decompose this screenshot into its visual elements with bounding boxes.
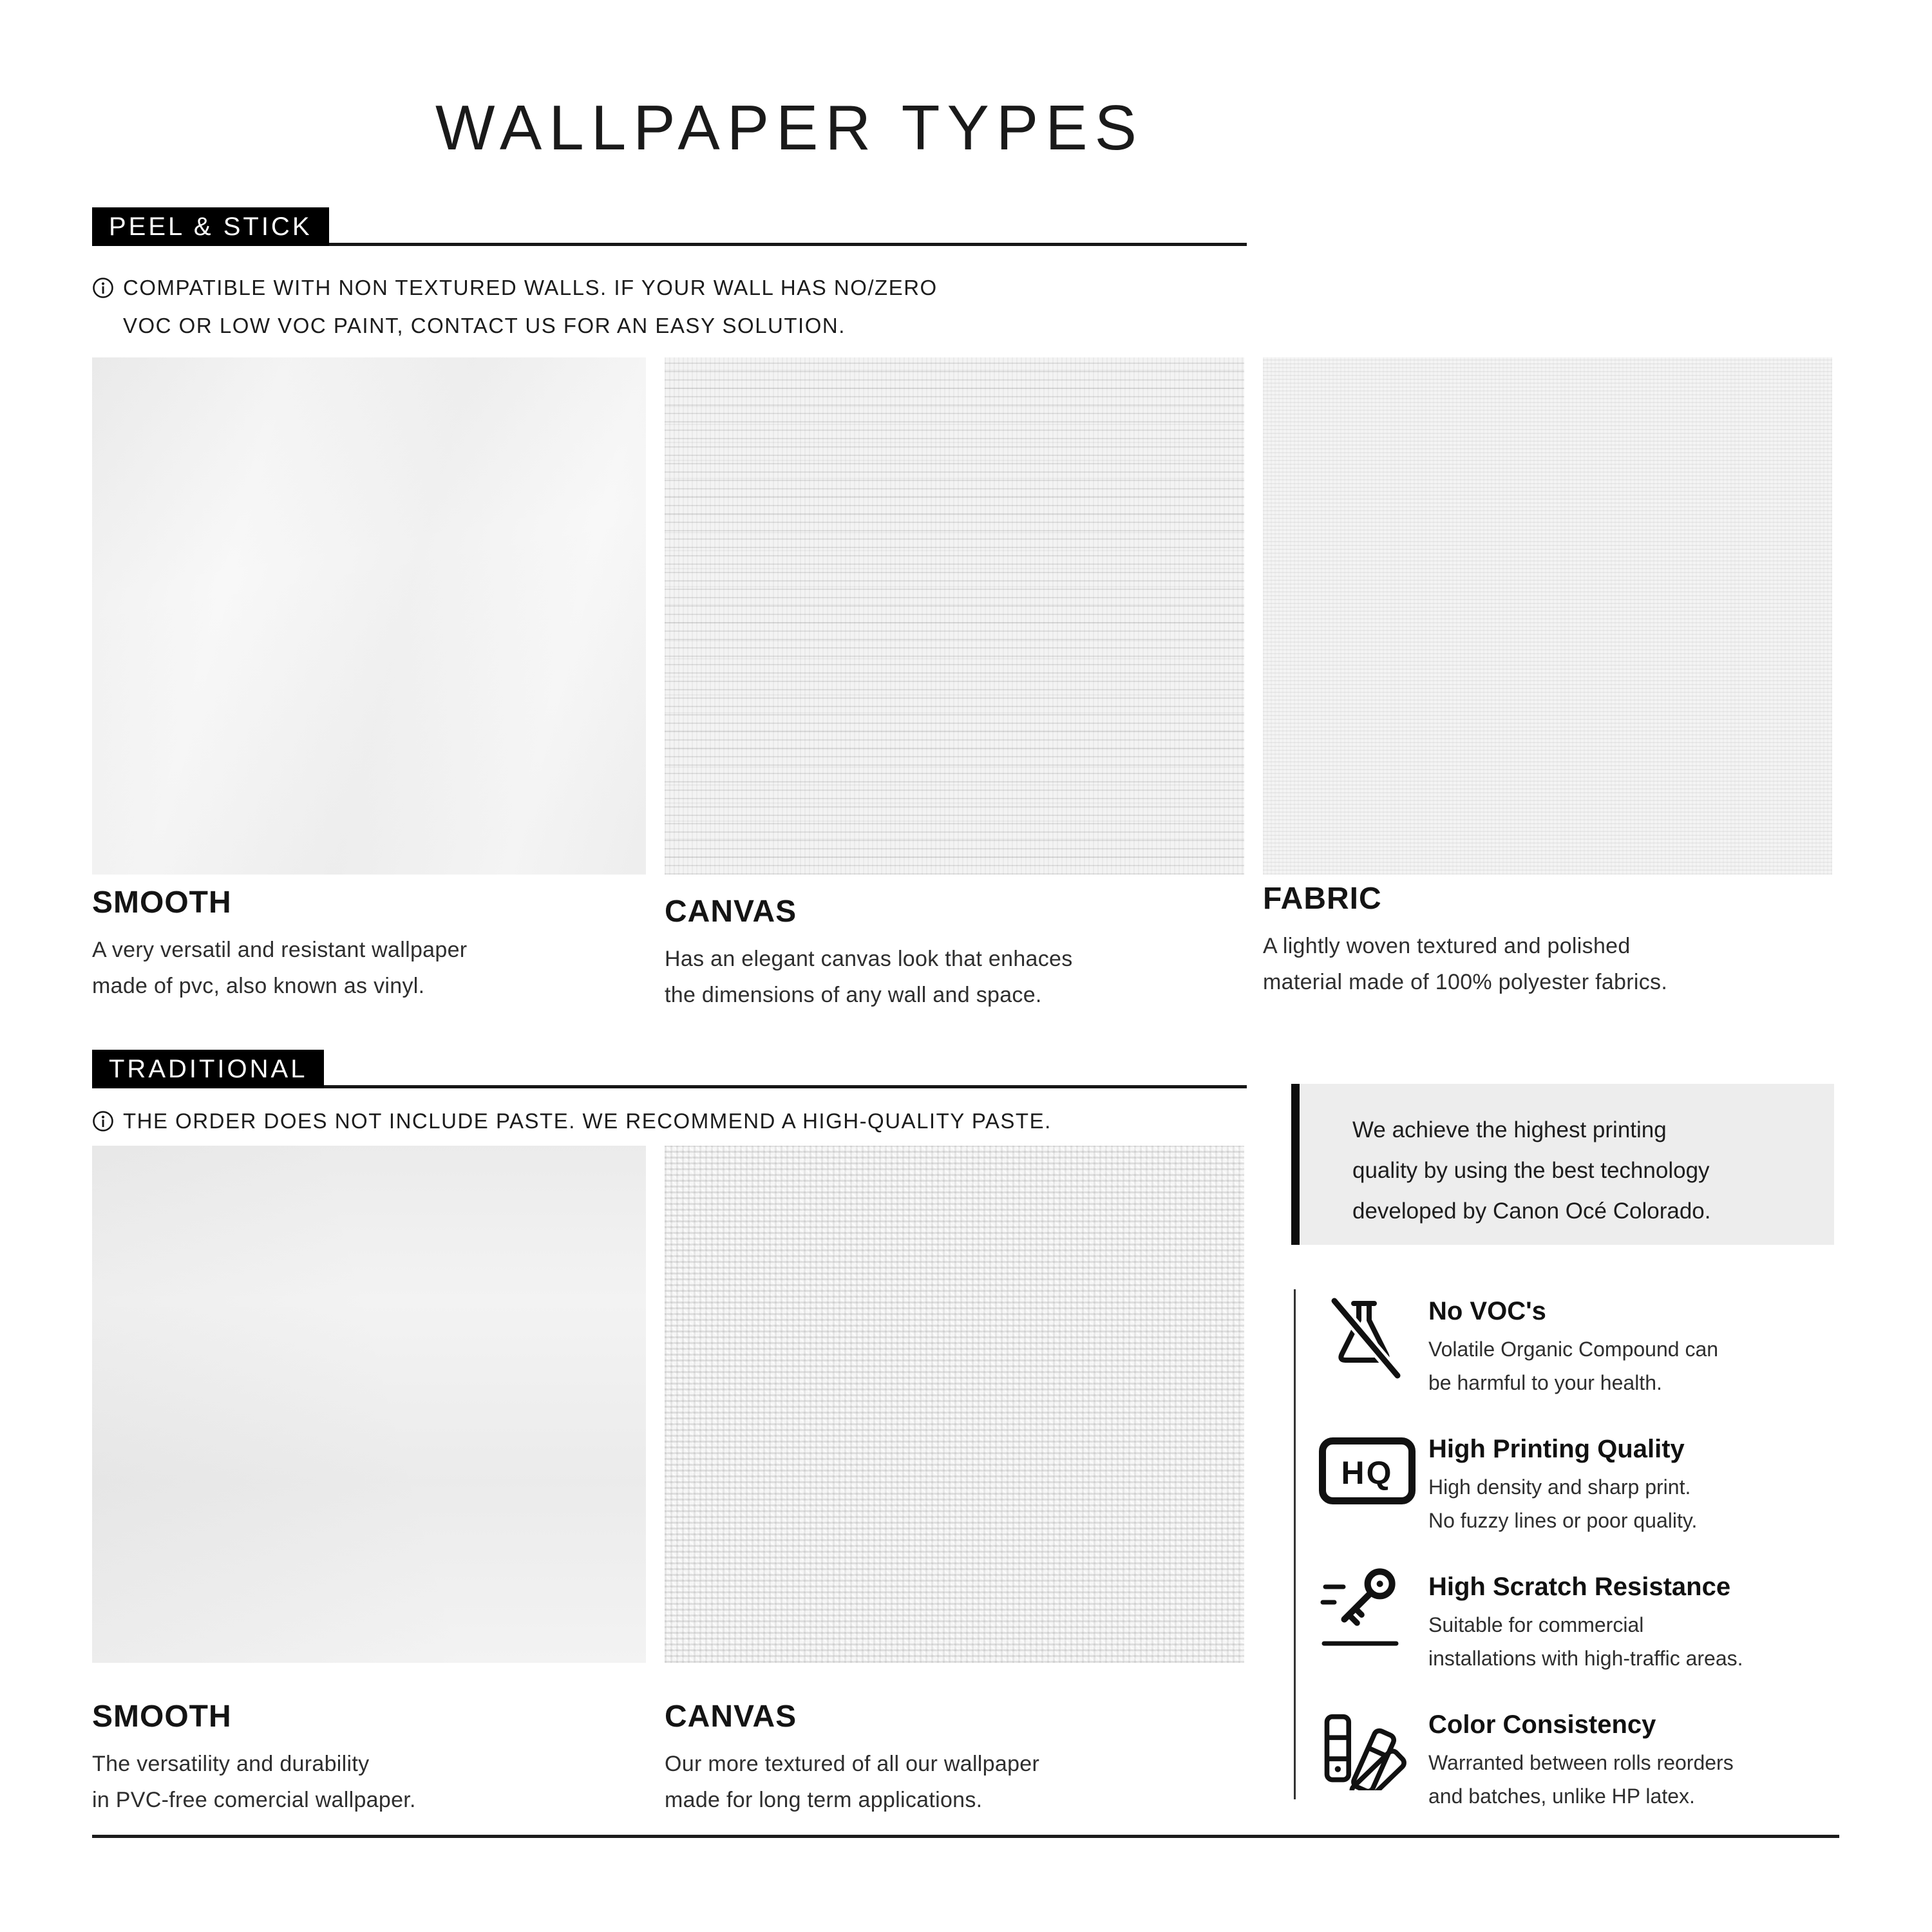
no-voc-flask-icon [1325,1294,1405,1384]
feature-color-consistency [1428,1710,1734,1813]
card-description: Has an elegant canvas look that enhaces the dimensions of any wall and space. [665,947,1073,1007]
footer-divider [92,1835,1839,1838]
color-swatches-icon [1323,1707,1410,1794]
printing-quality-callout [1291,1084,1834,1245]
feature-title: High Scratch Resistance [1428,1573,1731,1601]
wallpaper-card-fabric-ps [1263,357,1832,1000]
traditional-note [92,1104,1052,1142]
feature-no-vocs [1428,1297,1718,1399]
card-description: A lightly woven textured and polished material made of 100% polyester fabrics. [1263,934,1668,994]
traditional-note-line1: THE ORDER DOES NOT INCLUDE PASTE. WE RECOMMEND A HIGH-QUALITY PASTE. [123,1109,1052,1133]
feature-title: High Printing Quality [1428,1435,1685,1463]
card-title: SMOOTH [92,1700,232,1734]
feature-list-divider [1294,1289,1296,1799]
canvas-texture-image [665,357,1244,875]
page-title: WALLPAPER TYPES [435,92,1144,163]
card-description: Our more textured of all our wallpaper made for long term applications. [665,1752,1040,1812]
canvas-texture-image [665,1146,1244,1663]
scratch-key-icon [1320,1565,1410,1652]
feature-high-scratch-resistance [1428,1573,1743,1675]
wallpaper-card-canvas-traditional [665,1146,1244,1818]
peel-stick-note-line1: COMPATIBLE WITH NON TEXTURED WALLS. IF YOUR WALL HAS NO/ZERO [123,276,938,299]
card-title: CANVAS [665,1700,797,1734]
section-label-peel-stick: PEEL & STICK [92,207,329,246]
section-label-traditional: TRADITIONAL [92,1050,324,1088]
info-icon [92,274,114,308]
hq-badge-icon [1319,1437,1416,1508]
info-icon [92,1108,114,1142]
feature-title: No VOC's [1428,1297,1546,1325]
feature-description: Warranted between rolls reorders and batches, unlike HP latex. [1428,1751,1734,1808]
card-description: The versatility and durability in PVC-free comercial wallpaper. [92,1752,416,1812]
wallpaper-card-smooth-traditional [92,1146,646,1818]
card-title: SMOOTH [92,886,232,920]
card-title: CANVAS [665,895,797,929]
feature-description: Volatile Organic Compound can be harmful to your health. [1428,1338,1719,1394]
feature-high-printing-quality [1428,1435,1697,1537]
feature-description: High density and sharp print. No fuzzy lines or poor quality. [1428,1475,1698,1532]
feature-description: Suitable for commercial installations with high-traffic areas. [1428,1613,1743,1670]
feature-title: Color Consistency [1428,1710,1656,1739]
quality-line2: quality by using the best technology [1352,1158,1710,1183]
card-title: FABRIC [1263,882,1382,916]
smooth-texture-image [92,1146,646,1663]
wallpaper-card-smooth-ps [92,357,646,1004]
peel-stick-note-line2: VOC OR LOW VOC PAINT, CONTACT US FOR AN EASY SOLUTION. [123,314,846,337]
svg-text:HQ: HQ [1341,1455,1394,1491]
fabric-texture-image [1263,357,1832,875]
wallpaper-card-canvas-ps [665,357,1244,1013]
smooth-texture-image [92,357,646,875]
card-description: A very versatil and resistant wallpaper made of pvc, also known as vinyl. [92,938,468,998]
quality-line1: We achieve the highest printing [1352,1117,1667,1142]
quality-line3: developed by Canon Océ Colorado. [1352,1198,1711,1224]
peel-stick-note [92,270,938,343]
